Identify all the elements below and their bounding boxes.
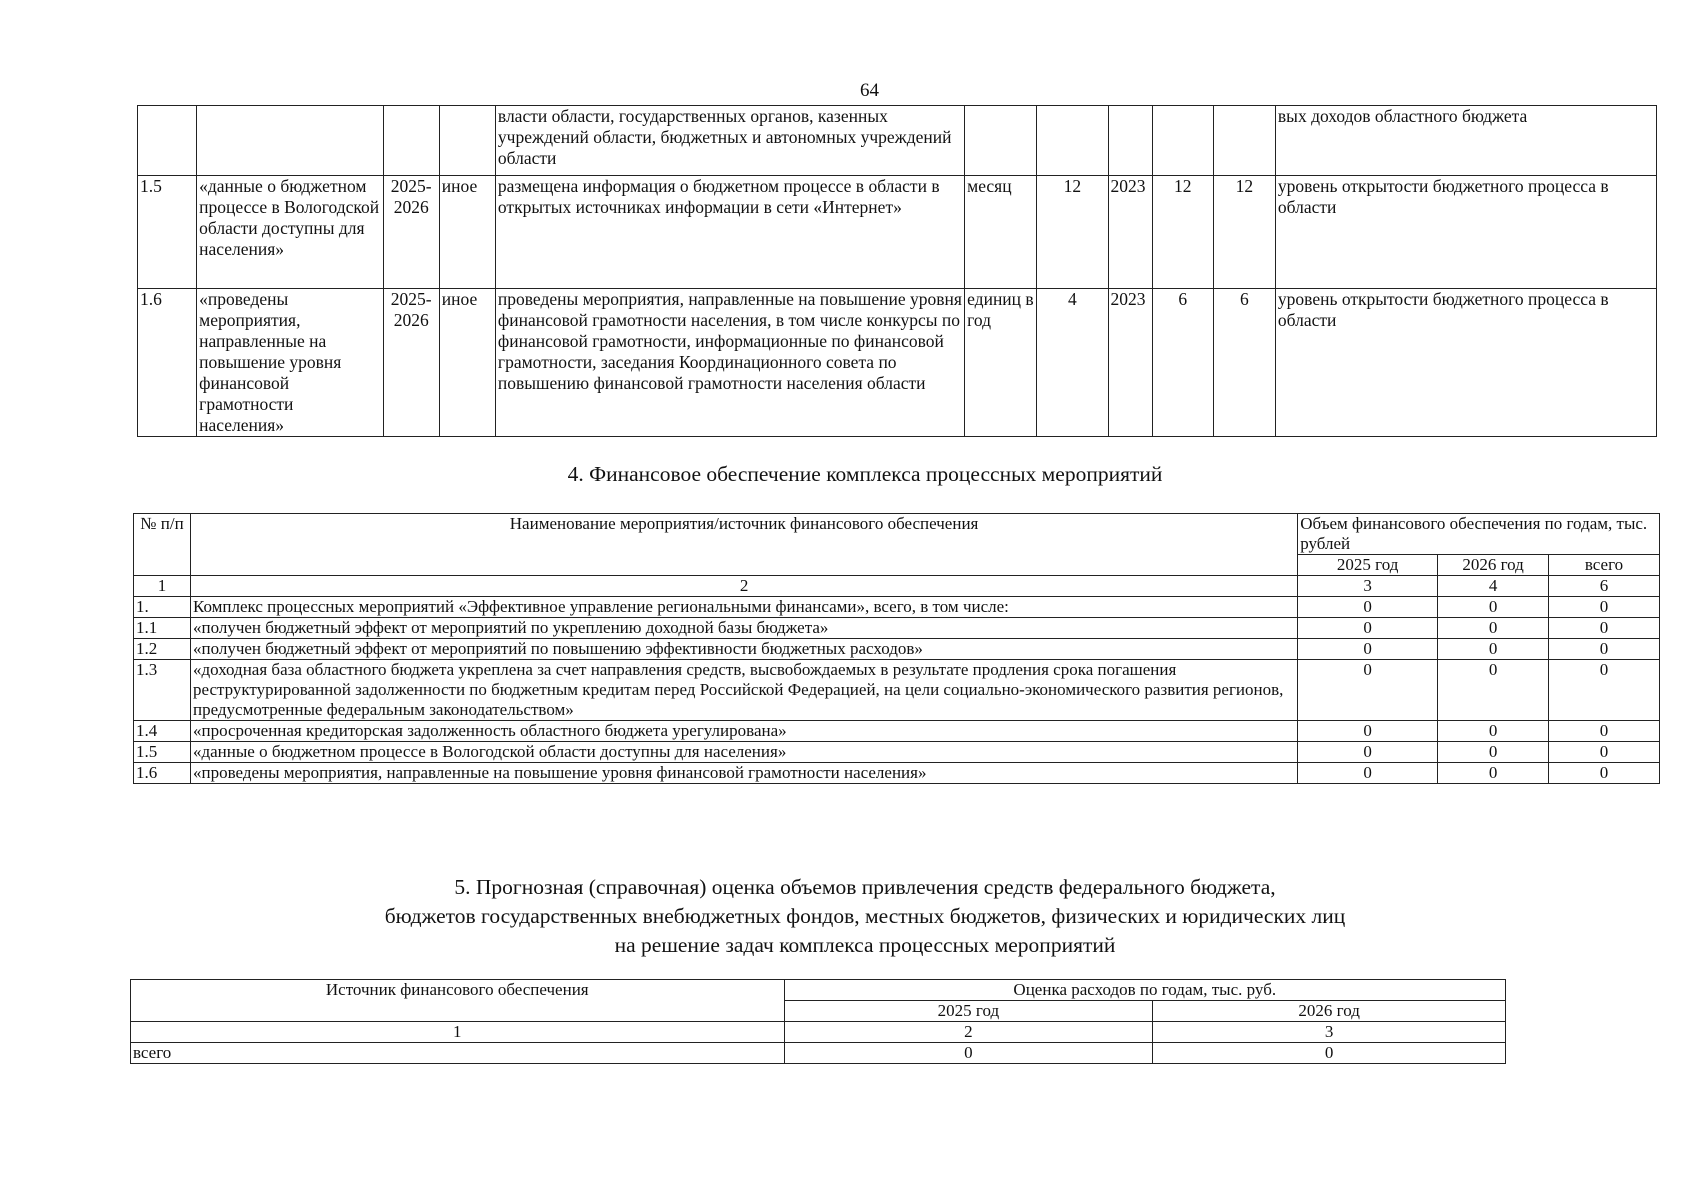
value-total: 0	[1549, 721, 1660, 742]
table-row	[134, 618, 1660, 639]
activity-name: «получен бюджетный эффект от мероприятий по укреплению доходной базы бюджета»	[190, 618, 1297, 639]
description: власти области, государственных органов, казенных учреждений области, бюджетных и автономных учреждений области	[495, 106, 964, 176]
forecast-table	[130, 979, 1506, 1064]
row-number: 1.	[134, 597, 191, 618]
colnum-1: 1	[131, 1022, 785, 1043]
value-2026: 0	[1438, 742, 1549, 763]
table-row	[134, 597, 1660, 618]
colnum-2: 2	[784, 1022, 1153, 1043]
table-row	[134, 742, 1660, 763]
value-total: 0	[1549, 618, 1660, 639]
section-4-title: 4. Финансовое обеспечение комплекса процессных мероприятий	[567, 462, 1163, 486]
value-total: 0	[1549, 660, 1660, 721]
row-number: 1.6	[134, 763, 191, 784]
activity-name: «данные о бюджетном процессе в Вологодской области доступны для населения»	[190, 742, 1297, 763]
financing-table	[133, 513, 1660, 784]
value-2026: 12	[1213, 176, 1275, 289]
header-2026: 2026 год	[1438, 555, 1549, 576]
header-estimate: Оценка расходов по годам, тыс. руб.	[784, 980, 1505, 1001]
colnum-6: 6	[1549, 576, 1660, 597]
value-2025: 0	[1298, 763, 1438, 784]
colnum-3: 3	[1153, 1022, 1506, 1043]
period	[383, 106, 439, 176]
colnum-1: 1	[134, 576, 191, 597]
header-name: Наименование мероприятия/источник финансового обеспечения	[190, 514, 1297, 576]
section-5-title	[0, 873, 1697, 960]
row-number: 1.1	[134, 618, 191, 639]
header-volume: Объем финансового обеспечения по годам, тыс. рублей	[1298, 514, 1660, 555]
colnum-2: 2	[190, 576, 1297, 597]
base-year: 2023	[1108, 176, 1152, 289]
table-row	[134, 660, 1660, 721]
result-name: «проведены мероприятия, направленные на повышение уровня финансовой грамотности населения»	[197, 289, 383, 437]
section-5-title-line-2: бюджетов государственных внебюджетных фондов, местных бюджетов, физических и юридических лиц	[384, 904, 1346, 928]
row-number: 1.5	[134, 742, 191, 763]
header-2026: 2026 год	[1153, 1001, 1506, 1022]
table-row	[138, 176, 1657, 289]
row-number: 1.5	[138, 176, 197, 289]
value-total: 0	[1549, 639, 1660, 660]
description: проведены мероприятия, направленные на повышение уровня финансовой грамотности населения, в том числе конкурсы по финансовой грамотности, информационные по финансовой грамотности, заседания Координационного совета по повышению финансовой грамотности населения области	[495, 289, 964, 437]
value-2026: 0	[1438, 639, 1549, 660]
base-value: 12	[1037, 176, 1108, 289]
value-2026: 0	[1438, 660, 1549, 721]
header-2025: 2025 год	[784, 1001, 1153, 1022]
value-2025: 0	[1298, 660, 1438, 721]
result-name	[197, 106, 383, 176]
value-total: 0	[1549, 763, 1660, 784]
section-5-title-line-1: 5. Прогнозная (справочная) оценка объемов привлечения средств федерального бюджета,	[454, 875, 1276, 899]
value-total: 0	[1549, 742, 1660, 763]
table-row	[134, 721, 1660, 742]
table-row	[134, 639, 1660, 660]
value-2025: 0	[1298, 721, 1438, 742]
result-type: иное	[439, 176, 495, 289]
table-row	[134, 763, 1660, 784]
header-total: всего	[1549, 555, 1660, 576]
section-5-title-line-3: на решение задач комплекса процессных мероприятий	[614, 933, 1116, 957]
value-2025: 0	[1298, 639, 1438, 660]
table-row	[131, 1043, 1506, 1064]
value-2026: 6	[1213, 289, 1275, 437]
value-total: 0	[1549, 597, 1660, 618]
linked-indicator: уровень открытости бюджетного процесса в области	[1275, 176, 1656, 289]
result-type	[439, 106, 495, 176]
value-2026: 0	[1438, 597, 1549, 618]
value-2025: 0	[1298, 618, 1438, 639]
row-number	[138, 106, 197, 176]
page-number: 64	[860, 80, 879, 101]
value-2026	[1213, 106, 1275, 176]
base-year	[1108, 106, 1152, 176]
value-2026: 0	[1438, 618, 1549, 639]
table-row	[138, 106, 1657, 176]
value-2025	[1152, 106, 1213, 176]
row-number: 1.4	[134, 721, 191, 742]
activity-name: «получен бюджетный эффект от мероприятий по повышению эффективности бюджетных расходов»	[190, 639, 1297, 660]
activity-name: Комплекс процессных мероприятий «Эффективное управление региональными финансами», всего, в том числе:	[190, 597, 1297, 618]
description: размещена информация о бюджетном процессе в области в открытых источниках информации в сети «Интернет»	[495, 176, 964, 289]
header-2025: 2025 год	[1298, 555, 1438, 576]
value-2025: 12	[1152, 176, 1213, 289]
activities-table	[137, 105, 1657, 437]
activity-name: «просроченная кредиторская задолженность областного бюджета урегулирована»	[190, 721, 1297, 742]
value-2026: 0	[1438, 763, 1549, 784]
unit: месяц	[965, 176, 1037, 289]
table-row	[138, 289, 1657, 437]
header-num: № п/п	[134, 514, 191, 576]
row-number: 1.6	[138, 289, 197, 437]
base-value: 4	[1037, 289, 1108, 437]
unit: единиц в год	[965, 289, 1037, 437]
unit	[965, 106, 1037, 176]
period: 2025-2026	[383, 289, 439, 437]
value-2026: 0	[1153, 1043, 1506, 1064]
period: 2025-2026	[383, 176, 439, 289]
row-number: 1.3	[134, 660, 191, 721]
colnum-4: 4	[1438, 576, 1549, 597]
value-2025: 0	[1298, 597, 1438, 618]
header-source: Источник финансового обеспечения	[131, 980, 785, 1022]
result-type: иное	[439, 289, 495, 437]
value-2026: 0	[1438, 721, 1549, 742]
base-year: 2023	[1108, 289, 1152, 437]
value-2025: 0	[1298, 742, 1438, 763]
activity-name: «доходная база областного бюджета укреплена за счет направления средств, высвобождаемых в результате продления срока погашения реструктурированной задолженности по бюджетным кредитам перед Российской Федерацией, на цели социально-экономического развития регионов, предусмотренные федеральным законодательством»	[190, 660, 1297, 721]
base-value	[1037, 106, 1108, 176]
value-2025: 6	[1152, 289, 1213, 437]
activity-name: «проведены мероприятия, направленные на повышение уровня финансовой грамотности населения»	[190, 763, 1297, 784]
colnum-3: 3	[1298, 576, 1438, 597]
row-number: 1.2	[134, 639, 191, 660]
result-name: «данные о бюджетном процессе в Вологодской области доступны для населения»	[197, 176, 383, 289]
value-2025: 0	[784, 1043, 1153, 1064]
linked-indicator: вых доходов областного бюджета	[1275, 106, 1656, 176]
linked-indicator: уровень открытости бюджетного процесса в области	[1275, 289, 1656, 437]
source-name: всего	[131, 1043, 785, 1064]
